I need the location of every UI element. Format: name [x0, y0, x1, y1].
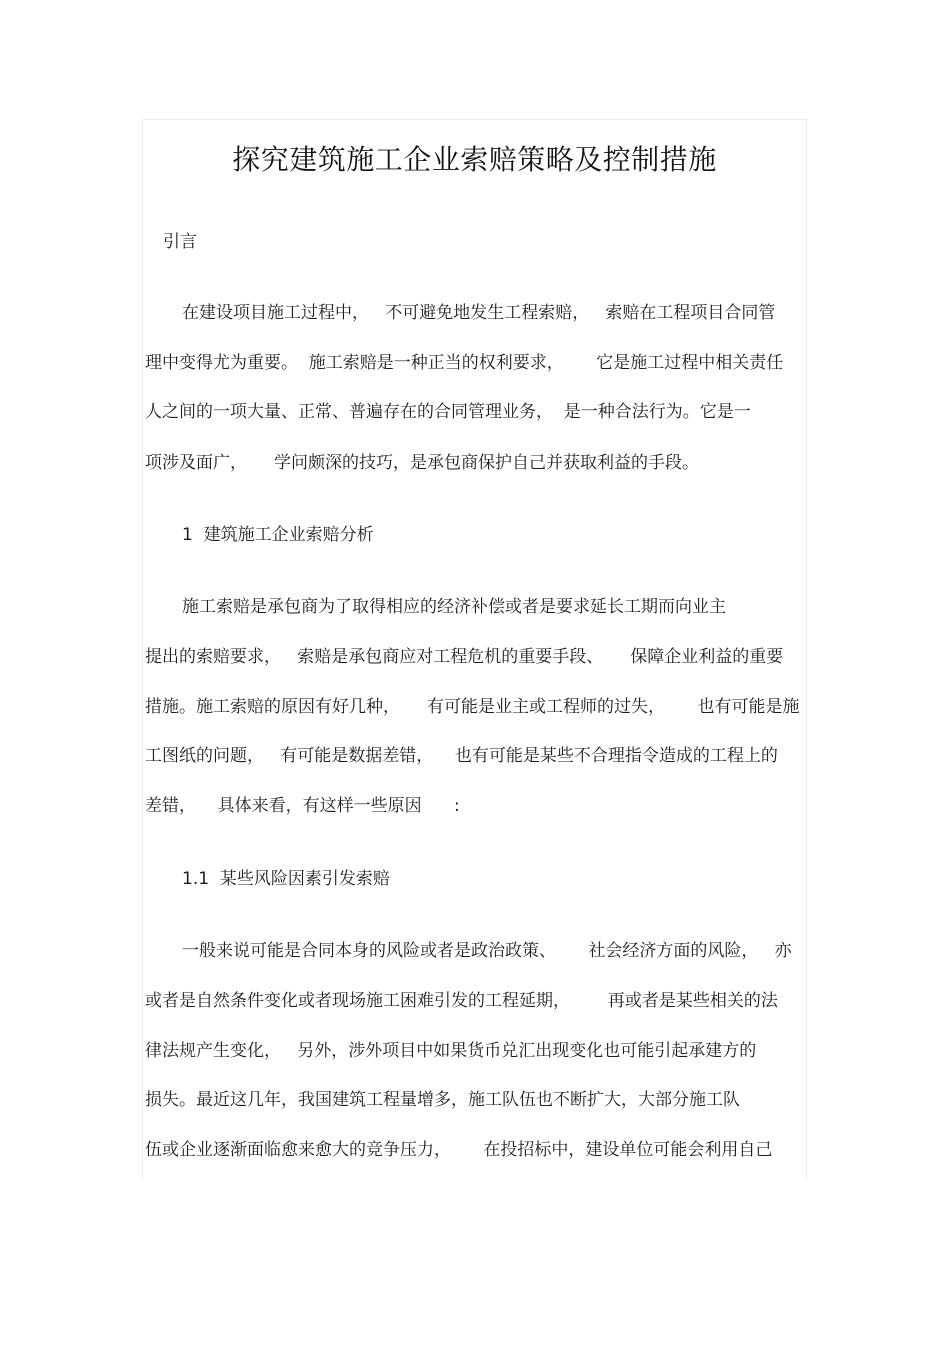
paragraph-2-line-3: 措施。施工索赔的原因有好几种， 有可能是业主或工程师的过失， 也有可能是施: [145, 697, 800, 717]
document-title: 探究建筑施工企业索赔策略及控制措施: [232, 143, 717, 176]
paragraph-3-line-1: 一般来说可能是合同本身的风险或者是政治政策、 社会经济方面的风险， 亦: [182, 941, 792, 961]
paragraph-3-line-3: 律法规产生变化， 另外，涉外项目中如果货币兑汇出现变化也可能引起承建方的: [145, 1041, 757, 1061]
paragraph-1-line-2: 理中变得尤为重要。 施工索赔是一种正当的权利要求， 它是施工过程中相关责任: [145, 353, 784, 373]
intro-heading: 引言: [163, 232, 197, 252]
paragraph-1-line-3: 人之间的一项大量、正常、普遍存在的合同管理业务， 是一种合法行为。它是一: [145, 402, 751, 422]
paragraph-3-line-4: 损失。最近这几年，我国建筑工程量增多，施工队伍也不断扩大，大部分施工队: [145, 1090, 740, 1110]
section-1-1-heading: 1.1 某些风险因素引发索赔: [182, 869, 390, 889]
paragraph-3-line-2: 或者是自然条件变化或者现场施工困难引发的工程延期， 再或者是某些相关的法: [145, 991, 778, 1011]
paragraph-2-line-4: 工图纸的问题， 有可能是数据差错， 也有可能是某些不合理指令造成的工程上的: [145, 746, 778, 766]
paragraph-3-line-5: 伍或企业逐渐面临愈来愈大的竞争压力， 在投招标中，建设单位可能会利用自己: [145, 1140, 773, 1160]
paragraph-1-line-4: 项涉及面广， 学问颇深的技巧，是承包商保护自己并获取利益的手段。: [145, 453, 700, 473]
paragraph-2-line-1: 施工索赔是承包商为了取得相应的经济补偿或者是要求延长工期而向业主: [182, 597, 726, 617]
section-1-heading: 1 建筑施工企业索赔分析: [182, 525, 374, 545]
paragraph-2-line-5: 差错， 具体来看，有这样一些原因 :: [145, 796, 460, 816]
paragraph-2-line-2: 提出的索赔要求， 索赔是承包商应对工程危机的重要手段、 保障企业利益的重要: [145, 647, 784, 667]
paragraph-1-line-1: 在建设项目施工过程中， 不可避免地发生工程索赔， 索赔在工程项目合同管: [182, 303, 776, 323]
